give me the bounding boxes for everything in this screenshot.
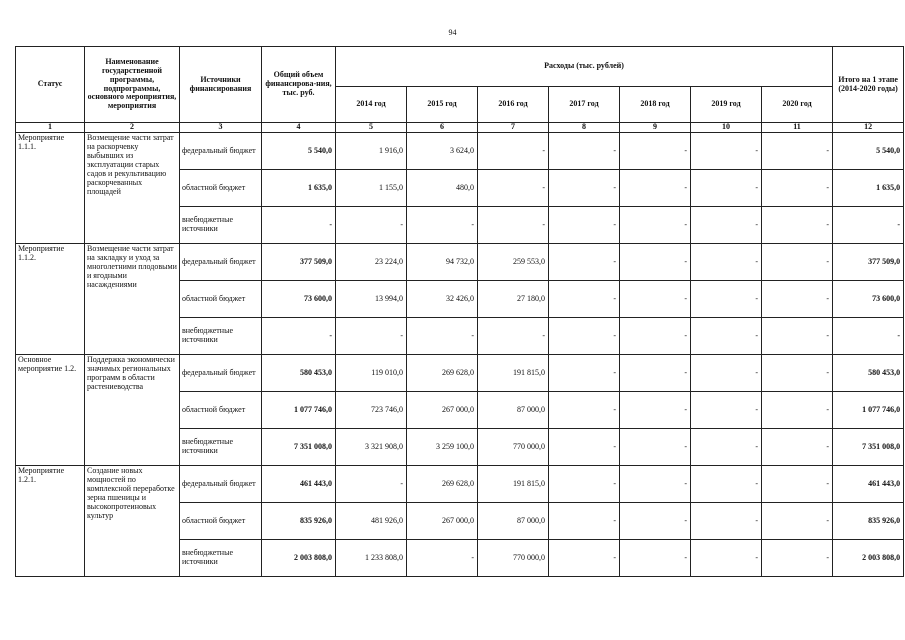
year-value-cell: 191 815,0 bbox=[478, 466, 549, 503]
year-value-cell: 259 553,0 bbox=[478, 244, 549, 281]
year-value-cell: 3 259 100,0 bbox=[407, 429, 478, 466]
year-value-cell: - bbox=[691, 392, 762, 429]
total-cell: 580 453,0 bbox=[262, 355, 336, 392]
year-value-cell: - bbox=[620, 170, 691, 207]
source-cell: внебюджетные источники bbox=[180, 429, 262, 466]
status-cell: Основное мероприятие 1.2. bbox=[16, 355, 85, 466]
year-value-cell: - bbox=[762, 207, 833, 244]
year-value-cell: - bbox=[620, 281, 691, 318]
year-value-cell: - bbox=[691, 429, 762, 466]
header-year: 2018 год bbox=[620, 87, 691, 123]
year-value-cell: - bbox=[549, 318, 620, 355]
year-value-cell: - bbox=[762, 244, 833, 281]
status-cell: Мероприятие 1.1.2. bbox=[16, 244, 85, 355]
year-value-cell: 1 233 808,0 bbox=[336, 540, 407, 577]
table-row bbox=[16, 244, 904, 281]
stage-total-cell: 1 077 746,0 bbox=[833, 392, 904, 429]
total-cell: 73 600,0 bbox=[262, 281, 336, 318]
header-stage-total: Итого на 1 этапе (2014-2020 годы) bbox=[833, 47, 904, 123]
column-number: 11 bbox=[762, 123, 833, 133]
table-row bbox=[16, 466, 904, 503]
year-value-cell: - bbox=[407, 207, 478, 244]
header-year: 2020 год bbox=[762, 87, 833, 123]
source-cell: внебюджетные источники bbox=[180, 207, 262, 244]
year-value-cell: 3 321 908,0 bbox=[336, 429, 407, 466]
year-value-cell: - bbox=[691, 170, 762, 207]
year-value-cell: - bbox=[762, 466, 833, 503]
measure-name-cell: Создание новых мощностей по комплексной переработке зерна пшеницы и высокопротеиновых культур bbox=[85, 466, 180, 577]
column-number: 4 bbox=[262, 123, 336, 133]
year-value-cell: - bbox=[549, 392, 620, 429]
year-value-cell: - bbox=[620, 540, 691, 577]
year-value-cell: 770 000,0 bbox=[478, 540, 549, 577]
year-value-cell: - bbox=[549, 133, 620, 170]
year-value-cell: - bbox=[691, 281, 762, 318]
stage-total-cell: 73 600,0 bbox=[833, 281, 904, 318]
year-value-cell: - bbox=[478, 207, 549, 244]
header-year: 2017 год bbox=[549, 87, 620, 123]
year-value-cell: - bbox=[691, 466, 762, 503]
source-cell: областной бюджет bbox=[180, 170, 262, 207]
year-value-cell: - bbox=[691, 318, 762, 355]
total-cell: 5 540,0 bbox=[262, 133, 336, 170]
column-number: 6 bbox=[407, 123, 478, 133]
year-value-cell: 269 628,0 bbox=[407, 355, 478, 392]
year-value-cell: - bbox=[691, 207, 762, 244]
header-year: 2015 год bbox=[407, 87, 478, 123]
year-value-cell: 87 000,0 bbox=[478, 392, 549, 429]
total-cell: 835 926,0 bbox=[262, 503, 336, 540]
financing-table bbox=[15, 46, 904, 577]
year-value-cell: 27 180,0 bbox=[478, 281, 549, 318]
year-value-cell: - bbox=[620, 466, 691, 503]
total-cell: - bbox=[262, 318, 336, 355]
header-expenses: Расходы (тыс. рублей) bbox=[336, 47, 833, 87]
measure-name-cell: Поддержка экономически значимых региональных программ в области растениеводства bbox=[85, 355, 180, 466]
year-value-cell: 32 426,0 bbox=[407, 281, 478, 318]
stage-total-cell: 1 635,0 bbox=[833, 170, 904, 207]
header-year: 2014 год bbox=[336, 87, 407, 123]
year-value-cell: - bbox=[620, 392, 691, 429]
year-value-cell: - bbox=[691, 244, 762, 281]
year-value-cell: 480,0 bbox=[407, 170, 478, 207]
year-value-cell: 87 000,0 bbox=[478, 503, 549, 540]
year-value-cell: 119 010,0 bbox=[336, 355, 407, 392]
source-cell: федеральный бюджет bbox=[180, 244, 262, 281]
source-cell: областной бюджет bbox=[180, 281, 262, 318]
year-value-cell: - bbox=[336, 466, 407, 503]
source-cell: областной бюджет bbox=[180, 392, 262, 429]
year-value-cell: - bbox=[549, 244, 620, 281]
year-value-cell: - bbox=[762, 540, 833, 577]
year-value-cell: 1 916,0 bbox=[336, 133, 407, 170]
year-value-cell: - bbox=[478, 318, 549, 355]
stage-total-cell: 7 351 008,0 bbox=[833, 429, 904, 466]
header-name: Наименование государственной программы, подпрограммы, основного мероприятия, мероприятия bbox=[85, 47, 180, 123]
year-value-cell: 267 000,0 bbox=[407, 503, 478, 540]
year-value-cell: - bbox=[478, 170, 549, 207]
total-cell: 377 509,0 bbox=[262, 244, 336, 281]
year-value-cell: - bbox=[620, 133, 691, 170]
year-value-cell: - bbox=[478, 133, 549, 170]
measure-name-cell: Возмещение части затрат на раскорчевку выбывших из эксплуатации старых садов и рекультивацию раскорчеванных площадей bbox=[85, 133, 180, 244]
header-status: Статус bbox=[16, 47, 85, 123]
year-value-cell: - bbox=[549, 540, 620, 577]
header-total: Общий объем финансирова-ния, тыс. руб. bbox=[262, 47, 336, 123]
column-number: 8 bbox=[549, 123, 620, 133]
year-value-cell: - bbox=[549, 355, 620, 392]
total-cell: 1 635,0 bbox=[262, 170, 336, 207]
year-value-cell: - bbox=[691, 133, 762, 170]
stage-total-cell: 835 926,0 bbox=[833, 503, 904, 540]
year-value-cell: - bbox=[620, 318, 691, 355]
year-value-cell: - bbox=[549, 429, 620, 466]
year-value-cell: - bbox=[762, 429, 833, 466]
year-value-cell: - bbox=[336, 318, 407, 355]
year-value-cell: - bbox=[549, 466, 620, 503]
source-cell: федеральный бюджет bbox=[180, 466, 262, 503]
table-row bbox=[16, 355, 904, 392]
page-number: 94 bbox=[448, 28, 457, 37]
source-cell: областной бюджет bbox=[180, 503, 262, 540]
stage-total-cell: - bbox=[833, 318, 904, 355]
source-cell: федеральный бюджет bbox=[180, 355, 262, 392]
year-value-cell: - bbox=[549, 281, 620, 318]
year-value-cell: 23 224,0 bbox=[336, 244, 407, 281]
column-number: 2 bbox=[85, 123, 180, 133]
column-number: 3 bbox=[180, 123, 262, 133]
year-value-cell: - bbox=[620, 429, 691, 466]
year-value-cell: 723 746,0 bbox=[336, 392, 407, 429]
header-year: 2016 год bbox=[478, 87, 549, 123]
year-value-cell: - bbox=[407, 540, 478, 577]
status-cell: Мероприятие 1.1.1. bbox=[16, 133, 85, 244]
year-value-cell: - bbox=[407, 318, 478, 355]
stage-total-cell: 580 453,0 bbox=[833, 355, 904, 392]
year-value-cell: 770 000,0 bbox=[478, 429, 549, 466]
year-value-cell: - bbox=[620, 355, 691, 392]
stage-total-cell: 461 443,0 bbox=[833, 466, 904, 503]
stage-total-cell: 377 509,0 bbox=[833, 244, 904, 281]
column-number: 10 bbox=[691, 123, 762, 133]
source-cell: федеральный бюджет bbox=[180, 133, 262, 170]
table-row bbox=[16, 133, 904, 170]
year-value-cell: - bbox=[549, 207, 620, 244]
measure-name-cell: Возмещение части затрат на закладку и уход за многолетними плодовыми и ягодными насаждениями bbox=[85, 244, 180, 355]
year-value-cell: 481 926,0 bbox=[336, 503, 407, 540]
year-value-cell: 269 628,0 bbox=[407, 466, 478, 503]
column-number: 1 bbox=[16, 123, 85, 133]
year-value-cell: - bbox=[336, 207, 407, 244]
column-number: 9 bbox=[620, 123, 691, 133]
year-value-cell: - bbox=[762, 170, 833, 207]
year-value-cell: 13 994,0 bbox=[336, 281, 407, 318]
year-value-cell: - bbox=[549, 170, 620, 207]
source-cell: внебюджетные источники bbox=[180, 540, 262, 577]
column-number: 7 bbox=[478, 123, 549, 133]
header-sources: Источники финансирования bbox=[180, 47, 262, 123]
year-value-cell: - bbox=[549, 503, 620, 540]
year-value-cell: - bbox=[762, 318, 833, 355]
year-value-cell: - bbox=[691, 503, 762, 540]
status-cell: Мероприятие 1.2.1. bbox=[16, 466, 85, 577]
stage-total-cell: - bbox=[833, 207, 904, 244]
year-value-cell: - bbox=[691, 540, 762, 577]
year-value-cell: - bbox=[762, 355, 833, 392]
year-value-cell: - bbox=[620, 244, 691, 281]
column-number: 12 bbox=[833, 123, 904, 133]
year-value-cell: 94 732,0 bbox=[407, 244, 478, 281]
year-value-cell: - bbox=[762, 133, 833, 170]
stage-total-cell: 5 540,0 bbox=[833, 133, 904, 170]
column-number: 5 bbox=[336, 123, 407, 133]
source-cell: внебюджетные источники bbox=[180, 318, 262, 355]
total-cell: 461 443,0 bbox=[262, 466, 336, 503]
total-cell: 1 077 746,0 bbox=[262, 392, 336, 429]
total-cell: 2 003 808,0 bbox=[262, 540, 336, 577]
year-value-cell: - bbox=[762, 392, 833, 429]
year-value-cell: 1 155,0 bbox=[336, 170, 407, 207]
year-value-cell: - bbox=[691, 355, 762, 392]
total-cell: 7 351 008,0 bbox=[262, 429, 336, 466]
year-value-cell: - bbox=[620, 207, 691, 244]
year-value-cell: 191 815,0 bbox=[478, 355, 549, 392]
year-value-cell: - bbox=[762, 281, 833, 318]
header-year: 2019 год bbox=[691, 87, 762, 123]
stage-total-cell: 2 003 808,0 bbox=[833, 540, 904, 577]
year-value-cell: 267 000,0 bbox=[407, 392, 478, 429]
total-cell: - bbox=[262, 207, 336, 244]
year-value-cell: - bbox=[620, 503, 691, 540]
year-value-cell: - bbox=[762, 503, 833, 540]
year-value-cell: 3 624,0 bbox=[407, 133, 478, 170]
